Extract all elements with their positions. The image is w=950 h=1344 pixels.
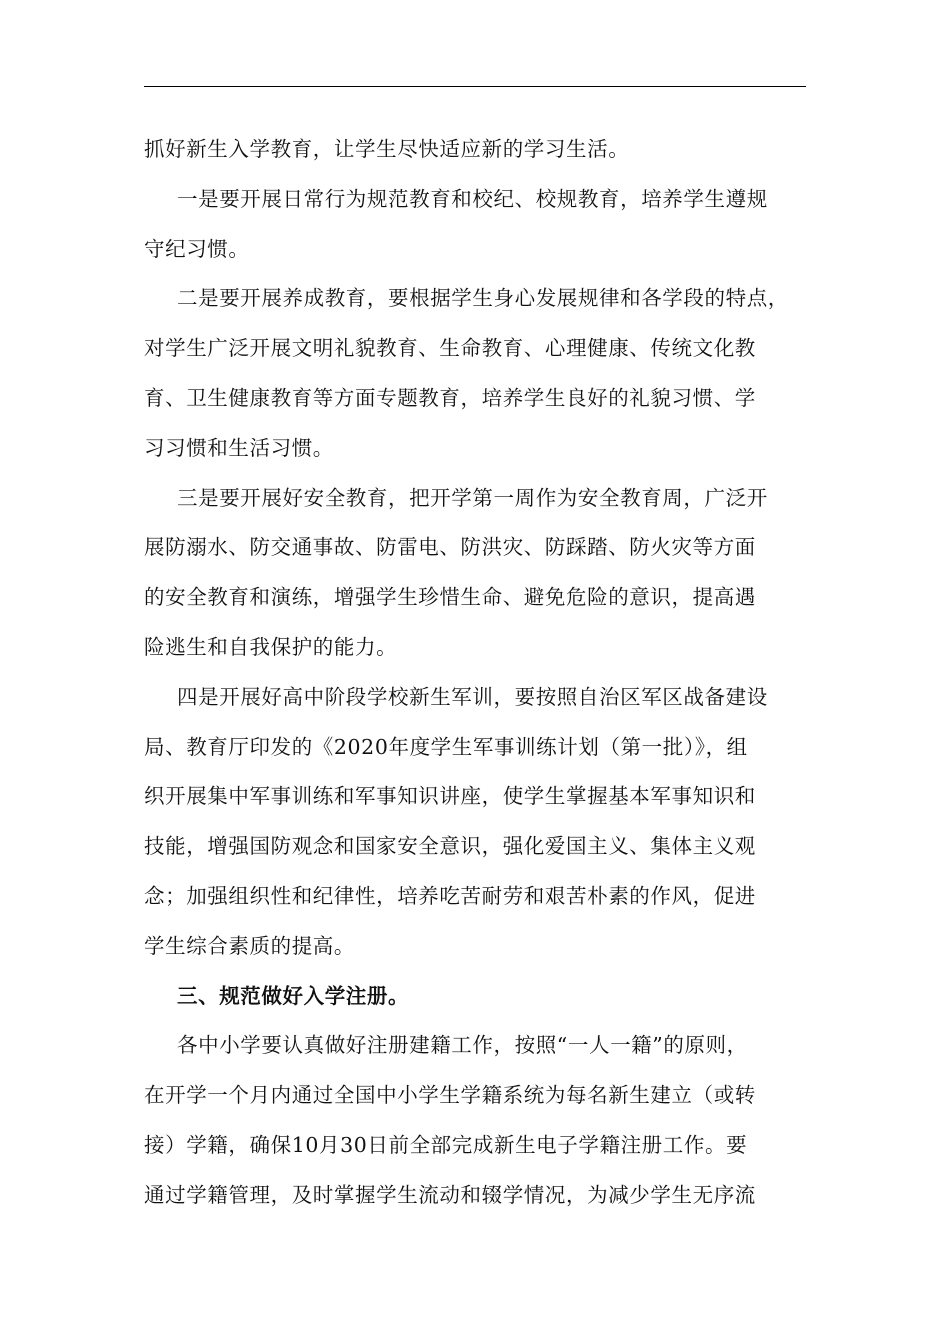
- text-line: 展防溺水、防交通事故、防雷电、防洪灾、防踩踏、防火灾等方面: [144, 535, 756, 560]
- text-line: 技能，增强国防观念和国家安全意识，强化爱国主义、集体主义观: [144, 834, 756, 859]
- header-rule: [144, 86, 806, 87]
- text-line: 抓好新生入学教育，让学生尽快适应新的学习生活。: [144, 137, 630, 161]
- text-line: 各中小学要认真做好注册建籍工作，按照“一人一籍”的原则，: [177, 1033, 748, 1058]
- text-line: 在开学一个月内通过全国中小学生学籍系统为每名新生建立（或转: [144, 1083, 756, 1108]
- text-line: 接）学籍，确保10月30日前全部完成新生电子学籍注册工作。要: [144, 1132, 748, 1157]
- text-line: 四是开展好高中阶段学校新生军训，要按照自治区军区战备建设: [177, 684, 768, 709]
- text-line: 学生综合素质的提高。: [144, 933, 355, 958]
- text-line: 局、教育厅印发的《2020年度学生军事训练计划（第一批）》，组: [144, 734, 748, 759]
- text-line: 险逃生和自我保护的能力。: [144, 634, 398, 659]
- text-line: 织开展集中军事训练和军事知识讲座，使学生掌握基本军事知识和: [144, 784, 756, 809]
- text-line: 二是要开展养成教育，要根据学生身心发展规律和各学段的特点，: [177, 286, 789, 311]
- text-line: 的安全教育和演练，增强学生珍惜生命、避免危险的意识，提高遇: [144, 585, 756, 610]
- text-line: 一是要开展日常行为规范教育和校纪、校规教育，培养学生遵规: [177, 186, 768, 211]
- section-heading: 三、规范做好入学注册。: [177, 983, 410, 1008]
- text-line: 守纪习惯。: [144, 236, 250, 261]
- text-line: 对学生广泛开展文明礼貌教育、生命教育、心理健康、传统文化教: [144, 336, 756, 361]
- text-line: 三是要开展好安全教育，把开学第一周作为安全教育周，广泛开: [177, 485, 768, 510]
- text-line: 念；加强组织性和纪律性，培养吃苦耐劳和艰苦朴素的作风，促进: [144, 883, 756, 908]
- text-line: 习习惯和生活习惯。: [144, 435, 334, 460]
- text-line: 育、卫生健康教育等方面专题教育，培养学生良好的礼貌习惯、学: [144, 385, 756, 410]
- text-line: 通过学籍管理，及时掌握学生流动和辍学情况，为减少学生无序流: [144, 1182, 756, 1207]
- document-body: [144, 125, 806, 1221]
